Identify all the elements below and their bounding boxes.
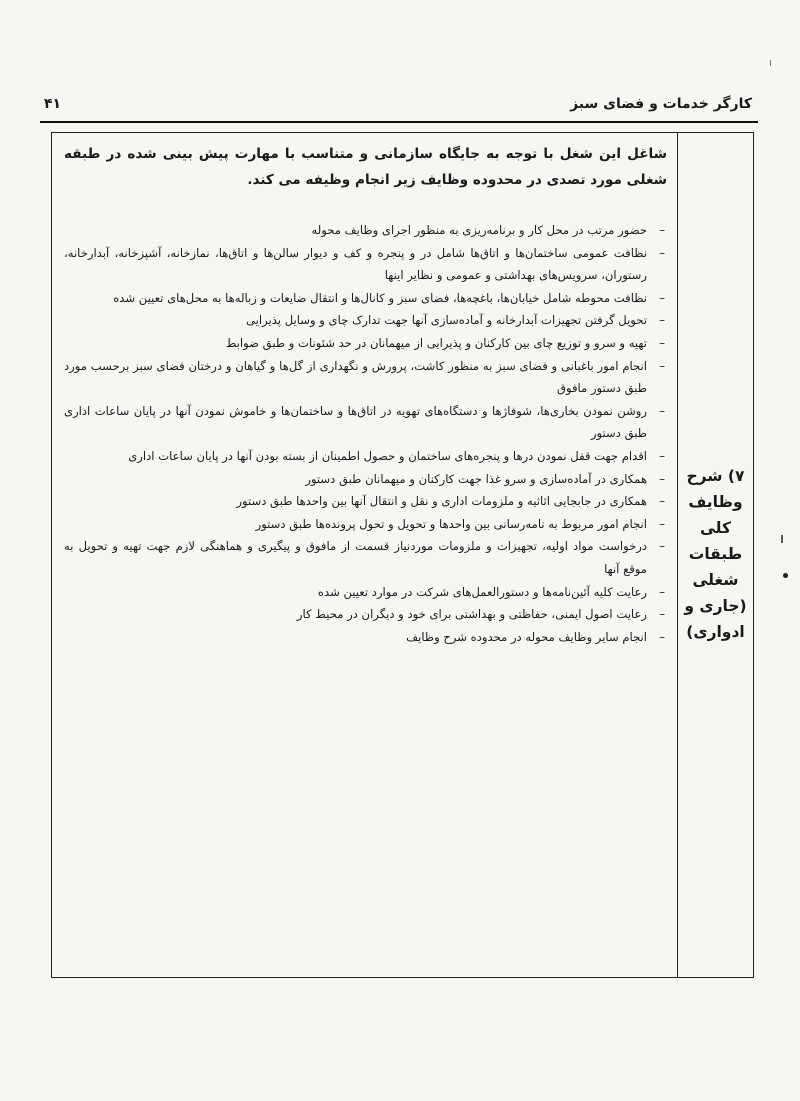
section-label bbox=[678, 463, 753, 645]
duty-text: حضور مرتب در محل کار و برنامه‌ریزی به منظور اجرای وظایف محوله bbox=[311, 223, 647, 237]
section-label-line: ادواری) bbox=[686, 623, 745, 641]
duty-text: انجام امور باغبانی و فضای سبز به منظور کاشت، پرورش و نگهداری از گل‌ها و گیاهان و درختان فضای سبز برحسب مورد طبق دستور مافوق bbox=[64, 358, 647, 396]
section-label-line: شغلی bbox=[692, 571, 739, 589]
dash-marker: – bbox=[659, 313, 665, 328]
duty-text: اقدام جهت قفل نمودن درها و پنجره‌های ساختمان و حصول اطمینان از بسته بودن آنها در پایان ساعات اداری bbox=[128, 448, 647, 463]
duties-table bbox=[51, 132, 754, 978]
duty-item bbox=[64, 581, 667, 604]
dash-marker: – bbox=[659, 223, 665, 237]
duty-text: رعایت کلیه آئین‌نامه‌ها و دستورالعمل‌های شرکت در موارد تعیین شده bbox=[317, 584, 647, 599]
dash-marker: – bbox=[659, 516, 665, 531]
duty-item bbox=[64, 468, 667, 491]
dash-marker: – bbox=[659, 403, 665, 418]
dash-marker: – bbox=[659, 629, 665, 644]
duty-text: تهیه و سرو و توزیع چای بین کارکنان و پذیرایی از میهمانان در حد شئونات و طبق ضوابط bbox=[225, 335, 647, 350]
section-label-line: (جاری و bbox=[684, 597, 747, 615]
section-label-line: کلی bbox=[699, 519, 732, 537]
duty-text: نظافت عمومی ساختمان‌ها و اتاق‌ها شامل در و پنجره و کف و دیوار سالن‌ها و اتاق‌ها، نمازخانه، آشپزخانه، آبدارخانه، رستوران، سرویس‌های بهداشتی و عمومی و نظایر اینها bbox=[64, 245, 647, 283]
duty-text: همکاری در آماده‌سازی و سرو غذا جهت کارکنان و میهمانان طبق دستور bbox=[305, 471, 647, 486]
scan-speck bbox=[781, 535, 783, 543]
duty-text: تحویل گرفتن تجهیزات آبدارخانه و آماده‌سازی آنها جهت تدارک چای و وسایل پذیرایی bbox=[245, 313, 647, 328]
header-rule bbox=[40, 121, 758, 123]
page-number: ۴۱ bbox=[44, 96, 62, 112]
dash-marker: – bbox=[659, 494, 665, 509]
duty-item bbox=[64, 535, 667, 580]
scan-dot bbox=[783, 573, 788, 578]
duty-text: همکاری در جابجایی اثاثیه و ملزومات اداری و نقل و انتقال آنها بین واحدها طبق دستور bbox=[236, 494, 647, 509]
dash-marker: – bbox=[659, 471, 665, 486]
dash-marker: – bbox=[659, 607, 665, 622]
duty-item bbox=[64, 603, 667, 626]
duty-item bbox=[64, 355, 667, 400]
intro-paragraph: شاغل این شغل با توجه به جایگاه سازمانی و متناسب با مهارت پیش بینی شده در طبقه شغلی مورد تصدی در محدوده وظایف زیر انجام وظیفه می کند. bbox=[64, 146, 667, 188]
duty-item bbox=[64, 287, 667, 310]
duty-text: نظافت محوطه شامل خیابان‌ها، باغچه‌ها، فضای سبز و کانال‌ها و انتقال ضایعات و زباله‌ها به محل‌های تعیین شده bbox=[113, 290, 647, 305]
duty-item bbox=[64, 400, 667, 445]
dash-marker: – bbox=[659, 290, 665, 305]
duties-list bbox=[64, 219, 667, 648]
scan-speck bbox=[770, 60, 771, 66]
duty-item bbox=[64, 490, 667, 513]
duty-text: انجام امور مربوط به نامه‌رسانی بین واحدها و تحویل و تحول پرونده‌ها طبق دستور bbox=[255, 516, 647, 531]
duty-item bbox=[64, 309, 667, 332]
duty-item bbox=[64, 332, 667, 355]
dash-marker: – bbox=[659, 584, 665, 599]
duty-item bbox=[64, 626, 667, 649]
duties-content-cell bbox=[52, 133, 677, 977]
duty-text: روشن نمودن بخاری‌ها، شوفاژها و دستگاه‌های تهویه در اتاق‌ها و ساختمان‌ها و خاموش نمودن آنها در پایان ساعات اداری طبق دستور bbox=[64, 403, 647, 441]
duty-text: رعایت اصول ایمنی، حفاظتی و بهداشتی برای خود و دیگران در محیط کار bbox=[296, 607, 647, 622]
dash-marker: – bbox=[659, 448, 665, 463]
dash-marker: – bbox=[659, 358, 665, 373]
section-label-line: وظایف bbox=[688, 493, 743, 511]
duty-item bbox=[64, 513, 667, 536]
duty-text: انجام سایر وظایف محوله در محدوده شرح وظایف bbox=[406, 629, 647, 644]
duty-item bbox=[64, 445, 667, 468]
dash-marker: – bbox=[659, 539, 665, 554]
duty-text: درخواست مواد اولیه، تجهیزات و ملزومات موردنیاز قسمت از مافوق و پیگیری و هماهنگی لازم جهت تهیه و تحویل به موقع آنها bbox=[64, 539, 647, 576]
duty-item bbox=[64, 219, 667, 242]
dash-marker: – bbox=[659, 335, 665, 350]
page-header bbox=[40, 96, 758, 122]
section-label-line: ۷) شرح bbox=[686, 467, 745, 485]
section-label-cell bbox=[677, 133, 753, 977]
duty-item bbox=[64, 242, 667, 287]
dash-marker: – bbox=[659, 245, 665, 260]
section-label-line: طبقات bbox=[688, 545, 743, 563]
header-title: کارگر خدمات و فضای سبز bbox=[570, 96, 752, 112]
